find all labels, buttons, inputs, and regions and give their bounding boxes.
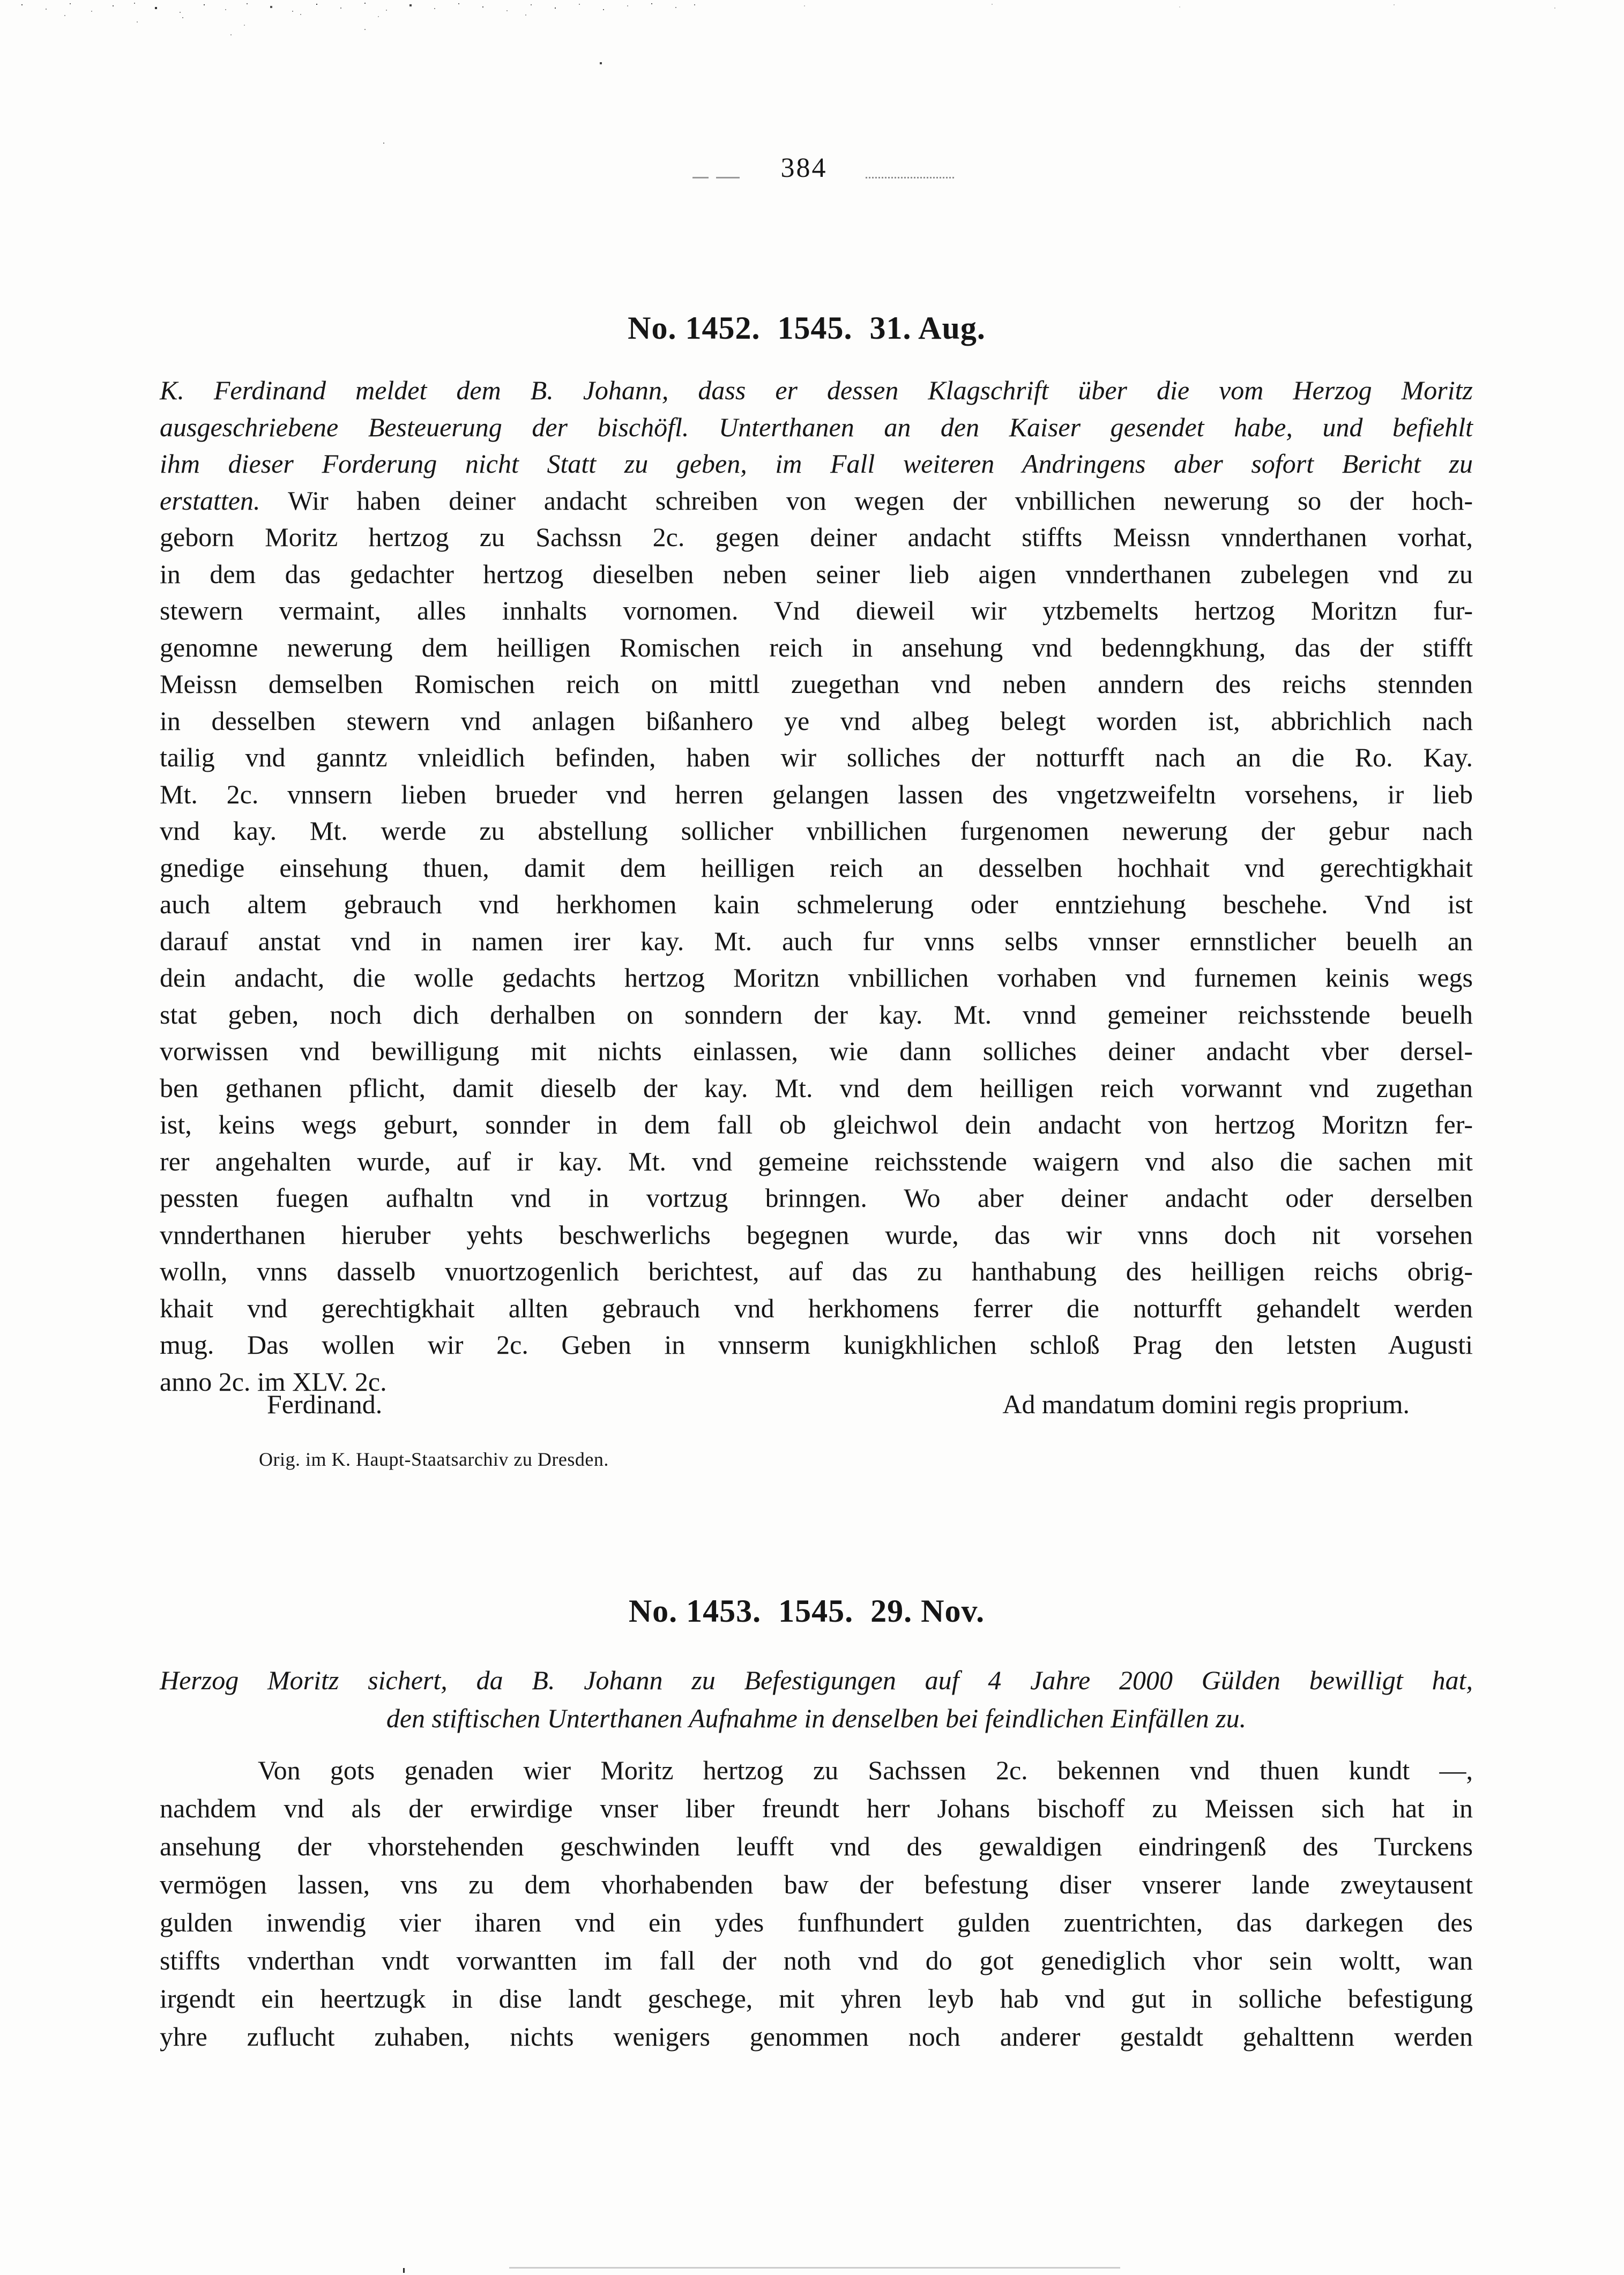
text-line: in dem das gedachter hertzog dieselben neben seiner lieb aigen vnnderthanen zubelegen vnd zu: [160, 558, 1473, 589]
text-line: genomne newerung dem heilligen Romischen reich in ansehung vnd bedenngkhung, das der stifft: [160, 632, 1473, 662]
text-line: Mt. 2c. vnnsern lieben brueder vnd herren gelangen lassen des vngetzweifeltn vorsehens, ir lieb: [160, 779, 1473, 809]
text-line: den stiftischen Unterthanen Aufnahme in denselben bei feindlichen Einfällen zu.: [386, 1703, 1247, 1733]
doc1-heading: No. 1452. 1545. 31. Aug.: [628, 310, 986, 346]
text-line: ansehung der vhorstehenden geschwinden leufft vnd des gewaldigen eindringenß des Turckens: [160, 1831, 1473, 1861]
text-line: pessten fuegen aufhaltn vnd in vortzug brinngen. Wo aber deiner andacht oder derselben: [160, 1183, 1473, 1213]
scan-artifact-dash: [716, 177, 740, 178]
text-line: vermögen lassen, vns zu dem vhorhabenden baw der befestung diser vnserer lande zweytausent: [160, 1869, 1473, 1899]
text-line: Herzog Moritz sichert, da B. Johann zu Befestigungen auf 4 Jahre 2000 Gülden bewilligt hat,: [160, 1665, 1473, 1695]
doc2-text-block: [160, 1751, 1473, 2056]
text-line: K. Ferdinand meldet dem B. Johann, dass er dessen Klagschrift über die vom Herzog Moritz: [160, 375, 1473, 405]
doc1-body-lines: [160, 519, 1473, 1363]
summary-end-word: erstatten.: [160, 485, 260, 516]
doc1-text-block: [160, 372, 1473, 1400]
doc1-source-note: Orig. im K. Haupt-Staatsarchiv zu Dresden.: [259, 1449, 609, 1470]
doc1-summary: [160, 372, 1473, 482]
page-number: 384: [780, 153, 828, 183]
signature-countersign: Ad mandatum domini regis proprium.: [1002, 1389, 1410, 1419]
text-line: stewern vermaint, alles innhalts vornomen. Vnd dieweil wir ytzbemelts hertzog Moritzn fur-: [160, 595, 1473, 625]
text-line: vorwissen vnd bewilligung mit nichts einlassen, wie dann solliches deiner andacht vber dersel-: [160, 1036, 1473, 1066]
text-line: rer angehalten wurde, auf ir kay. Mt. vnd gemeine reichsstende waigern vnd also die sachen mit: [160, 1146, 1473, 1176]
text-line: gulden inwendig vier iharen vnd ein ydes funfhundert gulden zuentrichten, das darkegen des: [160, 1907, 1473, 1937]
text-line: mug. Das wollen wir 2c. Geben in vnnserm kunigkhlichen schloß Prag den letsten Augusti: [160, 1330, 1473, 1360]
body-start-text: Wir haben deiner andacht schreiben von wegen der vnbillichen newerung so der hoch-: [260, 485, 1473, 516]
doc2-heading: No. 1453. 1545. 29. Nov.: [628, 1593, 985, 1629]
text-line: vnnderthanen hieruber yehts beschwerlichs begegnen wurde, das wir vnns doch nit vorsehen: [160, 1219, 1473, 1250]
text-line: darauf anstat vnd in namen irer kay. Mt. auch fur vnns selbs vnnser ernnstlicher beuelh an: [160, 926, 1473, 956]
text-line: yhre zuflucht zuhaben, nichts wenigers genommen noch anderer gestaldt gehalttenn werden: [160, 2022, 1473, 2052]
text-line: ihm dieser Forderung nicht Statt zu geben, im Fall weiteren Andringens aber sofort Bericht zu: [160, 449, 1473, 479]
text-line: Meissn demselben Romischen reich on mittl zuegethan vnd neben anndern des reichs stennden: [160, 669, 1473, 699]
scan-artifact-dash: [692, 177, 709, 178]
text-line: vnd kay. Mt. werde zu abstellung sollicher vnbillichen furgenomen newerung der gebur nach: [160, 816, 1473, 846]
text-line: stiffts vnderthan vndt vorwantten im fall der noth vnd do got genediglich vhor sein woltt, wan: [160, 1945, 1473, 1975]
text-line: anno 2c. im XLV. 2c.: [160, 1366, 387, 1397]
text-line: khait vnd gerechtigkhait allten gebrauch vnd herkhomens ferrer die notturfft gehandelt werden: [160, 1293, 1473, 1323]
scan-artifact-mark: [403, 2268, 405, 2273]
text-line: gnedige einsehung thuen, damit dem heilligen reich an desselben hochhait vnd gerechtigkhait: [160, 852, 1473, 883]
doc1-signature-row: [160, 1386, 1473, 1423]
scan-artifact-dotted-line: [866, 177, 954, 178]
text-line: [160, 482, 1473, 519]
text-line: irgendt ein heertzugk in dise landt geschege, mit yhren leyb hab vnd gut in solliche befestigung: [160, 1983, 1473, 2013]
text-line: nachdem vnd als der erwirdige vnser liber freundt herr Johans bischoff zu Meissen sich hat in: [160, 1793, 1473, 1823]
scan-artifact-line: [509, 2267, 1120, 2269]
text-line: geborn Moritz hertzog zu Sachssn 2c. gegen deiner andacht stiffts Meissn vnnderthanen vorhat,: [160, 522, 1473, 552]
doc2-summary: [160, 1661, 1473, 1737]
text-line: ist, keins wegs geburt, sonnder in dem fall ob gleichwol dein andacht von hertzog Moritzn fer-: [160, 1109, 1473, 1139]
scan-noise-speckles: [0, 1, 1, 2]
text-line: ausgeschriebene Besteuerung der bischöfl. Unterthanen an den Kaiser gesendet habe, und befiehlt: [160, 412, 1473, 442]
text-line: Von gots genaden wier Moritz hertzog zu Sachssen 2c. bekennen vnd thuen kundt —,: [258, 1755, 1473, 1785]
text-line: auch altem gebrauch vnd herkhomen kain schmelerung oder enntziehung beschehe. Vnd ist: [160, 889, 1473, 919]
signature-sender: Ferdinand.: [267, 1389, 383, 1419]
text-line: stat geben, noch dich derhalben on sonndern der kay. Mt. vnnd gemeiner reichsstende beuelh: [160, 999, 1473, 1030]
text-line: in desselben stewern vnd anlagen bißanhero ye vnd albeg belegt worden ist, abbrichlich nach: [160, 705, 1473, 736]
text-line: wolln, vnns dasselb vnuortzogenlich berichtest, auf das zu hanthabung des heilligen reichs obrig-: [160, 1256, 1473, 1286]
text-line: ben gethanen pflicht, damit dieselb der kay. Mt. vnd dem heilligen reich vorwannt vnd zugethan: [160, 1072, 1473, 1103]
text-line: tailig vnd ganntz vnleidlich befinden, haben wir solliches der notturfft nach an die Ro. Kay.: [160, 742, 1473, 772]
text-line: dein andacht, die wolle gedachts hertzog Moritzn vnbillichen vorhaben vnd furnemen keinis wegs: [160, 963, 1473, 993]
